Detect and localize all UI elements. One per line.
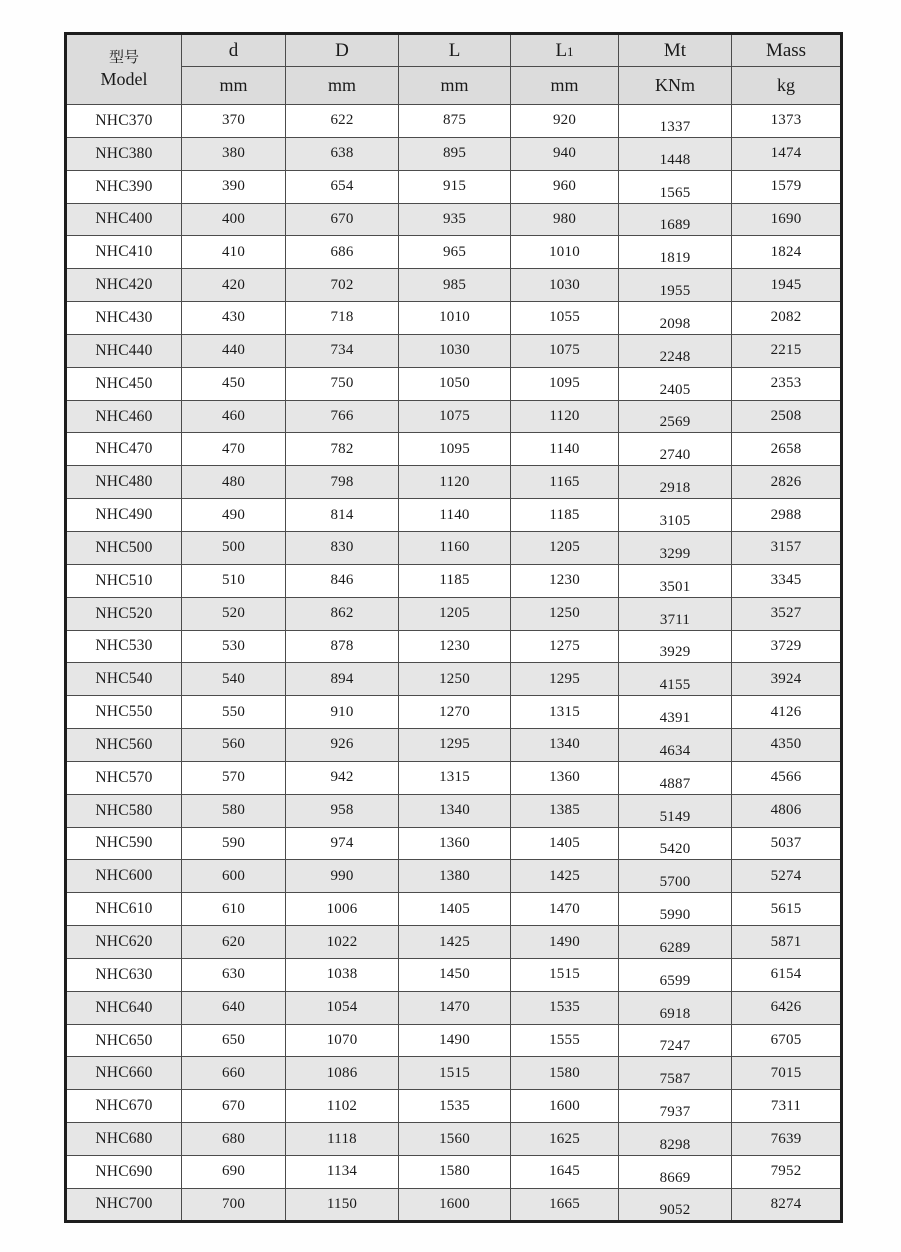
cell-Mass: 4350 [732, 729, 842, 762]
header-col-d: d [182, 34, 286, 67]
cell-Mt: 4634 [619, 729, 732, 762]
header-col-Mt: Mt [619, 34, 732, 67]
cell-Mt: 5149 [619, 794, 732, 827]
cell-D: 670 [286, 203, 399, 236]
cell-model: NHC610 [66, 893, 182, 926]
table-header [66, 34, 842, 105]
header-col-Mass: Mass [732, 34, 842, 67]
table-row [66, 203, 842, 236]
table-row [66, 893, 842, 926]
cell-Mass: 6426 [732, 991, 842, 1024]
cell-Mt: 2248 [619, 334, 732, 367]
cell-d: 540 [182, 663, 286, 696]
cell-D: 1070 [286, 1024, 399, 1057]
cell-L: 1140 [399, 499, 511, 532]
cell-Mass: 1824 [732, 236, 842, 269]
cell-L: 985 [399, 269, 511, 302]
cell-d: 420 [182, 269, 286, 302]
cell-model: NHC430 [66, 302, 182, 335]
cell-model: NHC500 [66, 531, 182, 564]
cell-Mass: 1373 [732, 105, 842, 138]
cell-L1: 1625 [511, 1123, 619, 1156]
cell-Mt: 1337 [619, 105, 732, 138]
cell-L1: 1120 [511, 400, 619, 433]
cell-d: 450 [182, 367, 286, 400]
cell-model: NHC410 [66, 236, 182, 269]
cell-d: 690 [182, 1156, 286, 1189]
cell-Mt: 2918 [619, 466, 732, 499]
cell-d: 550 [182, 696, 286, 729]
table-row [66, 170, 842, 203]
cell-Mass: 3345 [732, 564, 842, 597]
cell-L: 1340 [399, 794, 511, 827]
cell-L1: 1535 [511, 991, 619, 1024]
cell-L: 1315 [399, 761, 511, 794]
table-row [66, 137, 842, 170]
cell-Mt: 3501 [619, 564, 732, 597]
cell-L1: 1165 [511, 466, 619, 499]
table-row [66, 236, 842, 269]
cell-d: 680 [182, 1123, 286, 1156]
cell-d: 630 [182, 958, 286, 991]
cell-L: 1535 [399, 1090, 511, 1123]
cell-Mass: 2353 [732, 367, 842, 400]
cell-d: 580 [182, 794, 286, 827]
cell-Mass: 7311 [732, 1090, 842, 1123]
cell-L1: 1010 [511, 236, 619, 269]
cell-L: 875 [399, 105, 511, 138]
cell-L1: 1580 [511, 1057, 619, 1090]
cell-Mass: 2826 [732, 466, 842, 499]
cell-model: NHC480 [66, 466, 182, 499]
cell-L: 1270 [399, 696, 511, 729]
cell-L: 1600 [399, 1188, 511, 1221]
cell-L1: 1515 [511, 958, 619, 991]
cell-Mass: 7639 [732, 1123, 842, 1156]
cell-D: 910 [286, 696, 399, 729]
cell-Mass: 5274 [732, 860, 842, 893]
cell-Mt: 7937 [619, 1090, 732, 1123]
cell-D: 846 [286, 564, 399, 597]
cell-D: 1022 [286, 926, 399, 959]
cell-L1: 1405 [511, 827, 619, 860]
cell-model: NHC630 [66, 958, 182, 991]
cell-Mt: 9052 [619, 1188, 732, 1221]
spec-table [64, 32, 843, 1223]
cell-Mt: 6599 [619, 958, 732, 991]
cell-Mass: 7952 [732, 1156, 842, 1189]
cell-Mass: 1690 [732, 203, 842, 236]
cell-d: 440 [182, 334, 286, 367]
table-row [66, 827, 842, 860]
cell-Mass: 2215 [732, 334, 842, 367]
cell-D: 958 [286, 794, 399, 827]
cell-L1: 1030 [511, 269, 619, 302]
cell-D: 990 [286, 860, 399, 893]
cell-Mass: 3527 [732, 597, 842, 630]
cell-D: 974 [286, 827, 399, 860]
cell-Mt: 8298 [619, 1123, 732, 1156]
cell-d: 400 [182, 203, 286, 236]
cell-Mt: 3929 [619, 630, 732, 663]
cell-D: 878 [286, 630, 399, 663]
cell-Mass: 8274 [732, 1188, 842, 1221]
cell-Mass: 4566 [732, 761, 842, 794]
cell-D: 1134 [286, 1156, 399, 1189]
cell-L1: 1205 [511, 531, 619, 564]
cell-Mt: 6918 [619, 991, 732, 1024]
cell-Mt: 5420 [619, 827, 732, 860]
cell-Mt: 2405 [619, 367, 732, 400]
cell-Mass: 5615 [732, 893, 842, 926]
cell-L1: 1230 [511, 564, 619, 597]
cell-d: 650 [182, 1024, 286, 1057]
cell-Mt: 2098 [619, 302, 732, 335]
cell-L1: 1600 [511, 1090, 619, 1123]
cell-model: NHC570 [66, 761, 182, 794]
header-unit-D: mm [286, 67, 399, 105]
header-col-L1: L1 [511, 34, 619, 67]
table-body [66, 105, 842, 1222]
cell-model: NHC420 [66, 269, 182, 302]
cell-Mt: 1448 [619, 137, 732, 170]
cell-L1: 1385 [511, 794, 619, 827]
table-row [66, 302, 842, 335]
cell-L1: 1250 [511, 597, 619, 630]
cell-model: NHC540 [66, 663, 182, 696]
cell-Mass: 2082 [732, 302, 842, 335]
cell-L: 1205 [399, 597, 511, 630]
cell-D: 1150 [286, 1188, 399, 1221]
table-row [66, 499, 842, 532]
cell-Mt: 1955 [619, 269, 732, 302]
cell-L1: 1095 [511, 367, 619, 400]
cell-d: 460 [182, 400, 286, 433]
cell-Mt: 8669 [619, 1156, 732, 1189]
cell-Mass: 1474 [732, 137, 842, 170]
cell-L1: 980 [511, 203, 619, 236]
cell-D: 1006 [286, 893, 399, 926]
cell-L1: 1340 [511, 729, 619, 762]
cell-D: 718 [286, 302, 399, 335]
cell-model: NHC520 [66, 597, 182, 630]
cell-L1: 1665 [511, 1188, 619, 1221]
cell-L: 1405 [399, 893, 511, 926]
header-model-en: Model [100, 68, 148, 89]
cell-D: 894 [286, 663, 399, 696]
cell-L: 1050 [399, 367, 511, 400]
cell-L: 1515 [399, 1057, 511, 1090]
cell-model: NHC460 [66, 400, 182, 433]
cell-Mass: 3924 [732, 663, 842, 696]
header-col-L: L [399, 34, 511, 67]
cell-Mt: 4391 [619, 696, 732, 729]
table-row [66, 466, 842, 499]
cell-L1: 920 [511, 105, 619, 138]
cell-L1: 1075 [511, 334, 619, 367]
cell-d: 600 [182, 860, 286, 893]
cell-L: 1380 [399, 860, 511, 893]
cell-model: NHC560 [66, 729, 182, 762]
table-row [66, 269, 842, 302]
cell-model: NHC580 [66, 794, 182, 827]
cell-D: 782 [286, 433, 399, 466]
cell-d: 670 [182, 1090, 286, 1123]
cell-L1: 960 [511, 170, 619, 203]
cell-L1: 1360 [511, 761, 619, 794]
cell-D: 766 [286, 400, 399, 433]
cell-model: NHC690 [66, 1156, 182, 1189]
cell-d: 510 [182, 564, 286, 597]
cell-D: 1054 [286, 991, 399, 1024]
header-unit-Mass: kg [732, 67, 842, 105]
cell-D: 1086 [286, 1057, 399, 1090]
cell-D: 654 [286, 170, 399, 203]
cell-Mt: 4887 [619, 761, 732, 794]
cell-L1: 1645 [511, 1156, 619, 1189]
cell-L: 1075 [399, 400, 511, 433]
table-row [66, 1156, 842, 1189]
cell-L: 895 [399, 137, 511, 170]
cell-L: 1580 [399, 1156, 511, 1189]
cell-D: 638 [286, 137, 399, 170]
cell-Mass: 1579 [732, 170, 842, 203]
cell-d: 520 [182, 597, 286, 630]
header-unit-d: mm [182, 67, 286, 105]
table-row [66, 564, 842, 597]
table-row [66, 1188, 842, 1221]
cell-L1: 1315 [511, 696, 619, 729]
cell-d: 610 [182, 893, 286, 926]
cell-d: 390 [182, 170, 286, 203]
cell-Mt: 1565 [619, 170, 732, 203]
table-row [66, 1123, 842, 1156]
cell-L: 1425 [399, 926, 511, 959]
table-row [66, 597, 842, 630]
cell-Mass: 3729 [732, 630, 842, 663]
cell-D: 1038 [286, 958, 399, 991]
cell-d: 430 [182, 302, 286, 335]
cell-d: 560 [182, 729, 286, 762]
cell-model: NHC700 [66, 1188, 182, 1221]
cell-D: 942 [286, 761, 399, 794]
table-row [66, 761, 842, 794]
cell-Mass: 4126 [732, 696, 842, 729]
cell-L: 1030 [399, 334, 511, 367]
cell-Mt: 2740 [619, 433, 732, 466]
cell-L: 1160 [399, 531, 511, 564]
cell-model: NHC530 [66, 630, 182, 663]
cell-L: 1095 [399, 433, 511, 466]
cell-L: 1360 [399, 827, 511, 860]
cell-L: 1185 [399, 564, 511, 597]
table-row [66, 860, 842, 893]
table-row [66, 958, 842, 991]
cell-Mass: 5871 [732, 926, 842, 959]
cell-model: NHC620 [66, 926, 182, 959]
table-row [66, 696, 842, 729]
cell-Mt: 2569 [619, 400, 732, 433]
header-unit-Mt: KNm [619, 67, 732, 105]
cell-model: NHC550 [66, 696, 182, 729]
cell-model: NHC370 [66, 105, 182, 138]
cell-model: NHC490 [66, 499, 182, 532]
cell-Mass: 2988 [732, 499, 842, 532]
cell-L: 1490 [399, 1024, 511, 1057]
cell-D: 830 [286, 531, 399, 564]
cell-D: 1118 [286, 1123, 399, 1156]
cell-L: 1295 [399, 729, 511, 762]
cell-Mass: 5037 [732, 827, 842, 860]
cell-d: 370 [182, 105, 286, 138]
cell-model: NHC680 [66, 1123, 182, 1156]
cell-D: 862 [286, 597, 399, 630]
cell-L1: 1055 [511, 302, 619, 335]
cell-L1: 1425 [511, 860, 619, 893]
cell-D: 926 [286, 729, 399, 762]
cell-model: NHC640 [66, 991, 182, 1024]
header-model-cn: 型号 [108, 49, 139, 66]
cell-Mt: 1689 [619, 203, 732, 236]
cell-L: 915 [399, 170, 511, 203]
cell-d: 570 [182, 761, 286, 794]
table-row [66, 433, 842, 466]
cell-D: 1102 [286, 1090, 399, 1123]
cell-L: 935 [399, 203, 511, 236]
cell-model: NHC450 [66, 367, 182, 400]
cell-L: 1120 [399, 466, 511, 499]
cell-model: NHC390 [66, 170, 182, 203]
cell-Mt: 7587 [619, 1057, 732, 1090]
cell-Mass: 6705 [732, 1024, 842, 1057]
cell-L: 965 [399, 236, 511, 269]
cell-d: 700 [182, 1188, 286, 1221]
cell-Mt: 3711 [619, 597, 732, 630]
cell-d: 380 [182, 137, 286, 170]
cell-Mt: 7247 [619, 1024, 732, 1057]
cell-L: 1250 [399, 663, 511, 696]
table-row [66, 630, 842, 663]
cell-L: 1560 [399, 1123, 511, 1156]
table-row [66, 926, 842, 959]
cell-d: 620 [182, 926, 286, 959]
header-col-D: D [286, 34, 399, 67]
cell-d: 500 [182, 531, 286, 564]
cell-model: NHC400 [66, 203, 182, 236]
table-row [66, 1024, 842, 1057]
cell-d: 490 [182, 499, 286, 532]
table-row [66, 105, 842, 138]
cell-L: 1470 [399, 991, 511, 1024]
cell-Mass: 3157 [732, 531, 842, 564]
cell-Mass: 6154 [732, 958, 842, 991]
table-row [66, 991, 842, 1024]
cell-L1: 1490 [511, 926, 619, 959]
cell-d: 470 [182, 433, 286, 466]
header-unit-L1: mm [511, 67, 619, 105]
table-row [66, 367, 842, 400]
cell-Mt: 5700 [619, 860, 732, 893]
cell-model: NHC380 [66, 137, 182, 170]
cell-D: 702 [286, 269, 399, 302]
cell-L: 1010 [399, 302, 511, 335]
table-row [66, 729, 842, 762]
cell-D: 622 [286, 105, 399, 138]
cell-L1: 940 [511, 137, 619, 170]
cell-Mass: 4806 [732, 794, 842, 827]
cell-L: 1450 [399, 958, 511, 991]
cell-model: NHC590 [66, 827, 182, 860]
cell-model: NHC660 [66, 1057, 182, 1090]
cell-D: 798 [286, 466, 399, 499]
cell-model: NHC600 [66, 860, 182, 893]
header-model [66, 34, 182, 105]
cell-d: 660 [182, 1057, 286, 1090]
cell-model: NHC650 [66, 1024, 182, 1057]
cell-L1: 1295 [511, 663, 619, 696]
table-row [66, 663, 842, 696]
cell-Mt: 3299 [619, 531, 732, 564]
cell-Mt: 4155 [619, 663, 732, 696]
cell-D: 814 [286, 499, 399, 532]
cell-L1: 1140 [511, 433, 619, 466]
cell-model: NHC470 [66, 433, 182, 466]
cell-Mt: 3105 [619, 499, 732, 532]
cell-D: 686 [286, 236, 399, 269]
cell-d: 480 [182, 466, 286, 499]
cell-Mass: 2508 [732, 400, 842, 433]
cell-D: 750 [286, 367, 399, 400]
cell-Mt: 6289 [619, 926, 732, 959]
cell-L1: 1185 [511, 499, 619, 532]
cell-d: 530 [182, 630, 286, 663]
cell-L1: 1275 [511, 630, 619, 663]
cell-model: NHC670 [66, 1090, 182, 1123]
table-row [66, 794, 842, 827]
cell-L: 1230 [399, 630, 511, 663]
table-row [66, 400, 842, 433]
cell-D: 734 [286, 334, 399, 367]
cell-Mt: 5990 [619, 893, 732, 926]
cell-d: 590 [182, 827, 286, 860]
cell-Mass: 2658 [732, 433, 842, 466]
cell-L1: 1555 [511, 1024, 619, 1057]
cell-Mt: 1819 [619, 236, 732, 269]
cell-d: 410 [182, 236, 286, 269]
header-unit-L: mm [399, 67, 511, 105]
cell-model: NHC440 [66, 334, 182, 367]
table-row [66, 334, 842, 367]
table-row [66, 531, 842, 564]
table-row [66, 1090, 842, 1123]
cell-Mass: 1945 [732, 269, 842, 302]
cell-model: NHC510 [66, 564, 182, 597]
cell-Mass: 7015 [732, 1057, 842, 1090]
table-row [66, 1057, 842, 1090]
cell-L1: 1470 [511, 893, 619, 926]
cell-d: 640 [182, 991, 286, 1024]
